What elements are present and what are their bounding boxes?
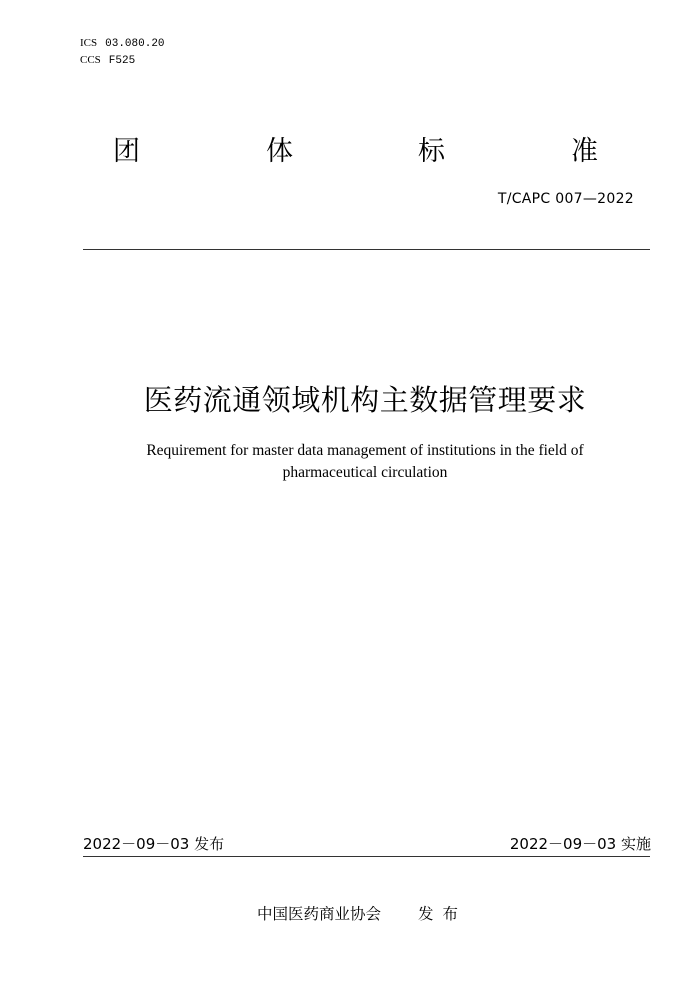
ccs-line	[80, 52, 135, 69]
standard-type-char-1: 团	[113, 136, 140, 167]
ics-label: ICS	[80, 37, 98, 49]
footer-divider	[83, 856, 650, 857]
issuer-action: 发布	[418, 905, 468, 923]
document-title-english: Requirement for master data management of institutions in the field of pharmaceutical circulation	[146, 442, 584, 481]
issuer-name: 中国医药商业协会	[257, 905, 382, 923]
standard-type-char-3: 标	[418, 136, 445, 167]
document-title-chinese: 医药流通领域机构主数据管理要求	[143, 383, 587, 417]
ccs-code: F525	[108, 55, 136, 67]
publish-date: 2022－09－03 发布	[83, 835, 225, 853]
ccs-label: CCS	[80, 54, 101, 66]
standard-type-char-4: 准	[571, 136, 598, 167]
standard-number: T/CAPC 007—2022	[497, 191, 634, 207]
ics-code: 03.080.20	[105, 38, 165, 50]
implement-date: 2022－09－03 实施	[509, 835, 651, 853]
header-divider	[83, 249, 650, 250]
standard-type-heading	[0, 132, 700, 172]
ics-line	[80, 35, 165, 52]
standard-type-char-2: 体	[266, 136, 293, 167]
